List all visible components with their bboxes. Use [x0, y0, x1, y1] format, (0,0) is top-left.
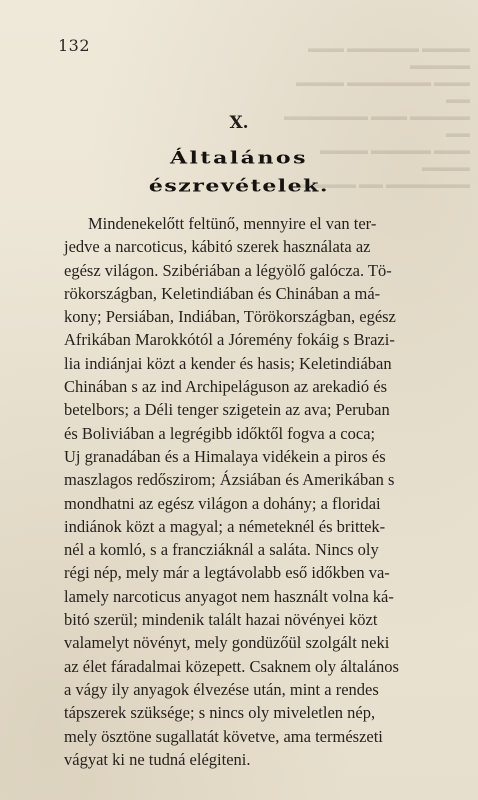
text-line: valamelyt növényt, mely gondüzőül szolgált neki [64, 633, 390, 653]
text-line: betelbors; a Déli tenger szigetein az ava; Peruban [64, 400, 390, 420]
show-through-texture: ▬▬▬▬ ▬▬▬▬▬▬ ▬▬▬ ▬▬▬▬▬ ▬▬▬ ▬▬▬▬▬▬▬ ▬▬▬▬ ▬▬ ▬▬▬▬▬ ▬▬▬ ▬▬▬▬▬▬▬ ▬▬ ▬▬▬ ▬▬▬▬▬ ▬▬▬▬ ▬▬▬▬ ▬▬▬▬▬▬▬ ▬▬ ▬▬▬▬▬ [284, 41, 470, 190]
text-line: lia indiánjai közt a kender és hasis; Keletindiában [64, 353, 392, 373]
chapter-numeral: X. [229, 113, 249, 133]
text-line: lamely narcoticus anyagot nem használt volna ká- [64, 586, 394, 606]
text-line: Uj granadában és a Himalaya vidékein a piros és [64, 446, 386, 466]
text-line: maszlagos redőszirom; Ázsiában és Amerikában s [64, 470, 395, 490]
text-line: nél a komló, s a francziáknál a saláta. Nincs oly [64, 540, 379, 560]
text-line: kony; Persiában, Indiában, Törökországban, egész [64, 307, 396, 327]
text-line: az élet fáradalmai közepett. Csaknem oly általános [64, 656, 399, 676]
text-line: bitó szerül; mindenik talált hazai növényei közt [64, 610, 378, 630]
chapter-heading-line-2: észrevételek. [148, 176, 330, 197]
text-line: régi nép, mely már a legtávolabb eső időkben va- [64, 563, 390, 583]
text-line: Mindenekelőtt feltünő, mennyire el van ter- [88, 214, 377, 233]
text-line: Afrikában Marokkótól a Jóremény fokáig s Brazi- [64, 330, 395, 350]
text-line: vágyat ki ne tudná elégiteni. [64, 749, 251, 769]
page-number: 132 [58, 36, 91, 55]
text-line: tápszerek szüksége; s nincs oly miveletlen nép, [64, 703, 376, 723]
text-line: Chinában s az ind Archipeláguson az arekadió és [64, 377, 388, 397]
text-line: rökországban, Keletindiában és Chinában a má- [64, 283, 381, 303]
body-paragraph [64, 212, 476, 771]
chapter-heading-line-1: Általános [169, 148, 308, 169]
text-line: egész világon. Szibériában a légyölő galócza. Tö- [64, 260, 392, 280]
text-line: a vágy ily anyagok élvezése után, mint a rendes [64, 679, 379, 699]
text-line: mondhatni az egész világon a dohány; a floridai [64, 493, 381, 513]
text-line: jedve a narcoticus, kábitó szerek használata az [64, 237, 371, 257]
text-line: mely ösztöne sugallatát követve, ama természeti [64, 726, 383, 746]
text-line: indiánok közt a magyal; a németeknél és brittek- [64, 516, 386, 536]
text-line: és Boliviában a legrégibb időktől fogva a coca; [64, 423, 376, 443]
